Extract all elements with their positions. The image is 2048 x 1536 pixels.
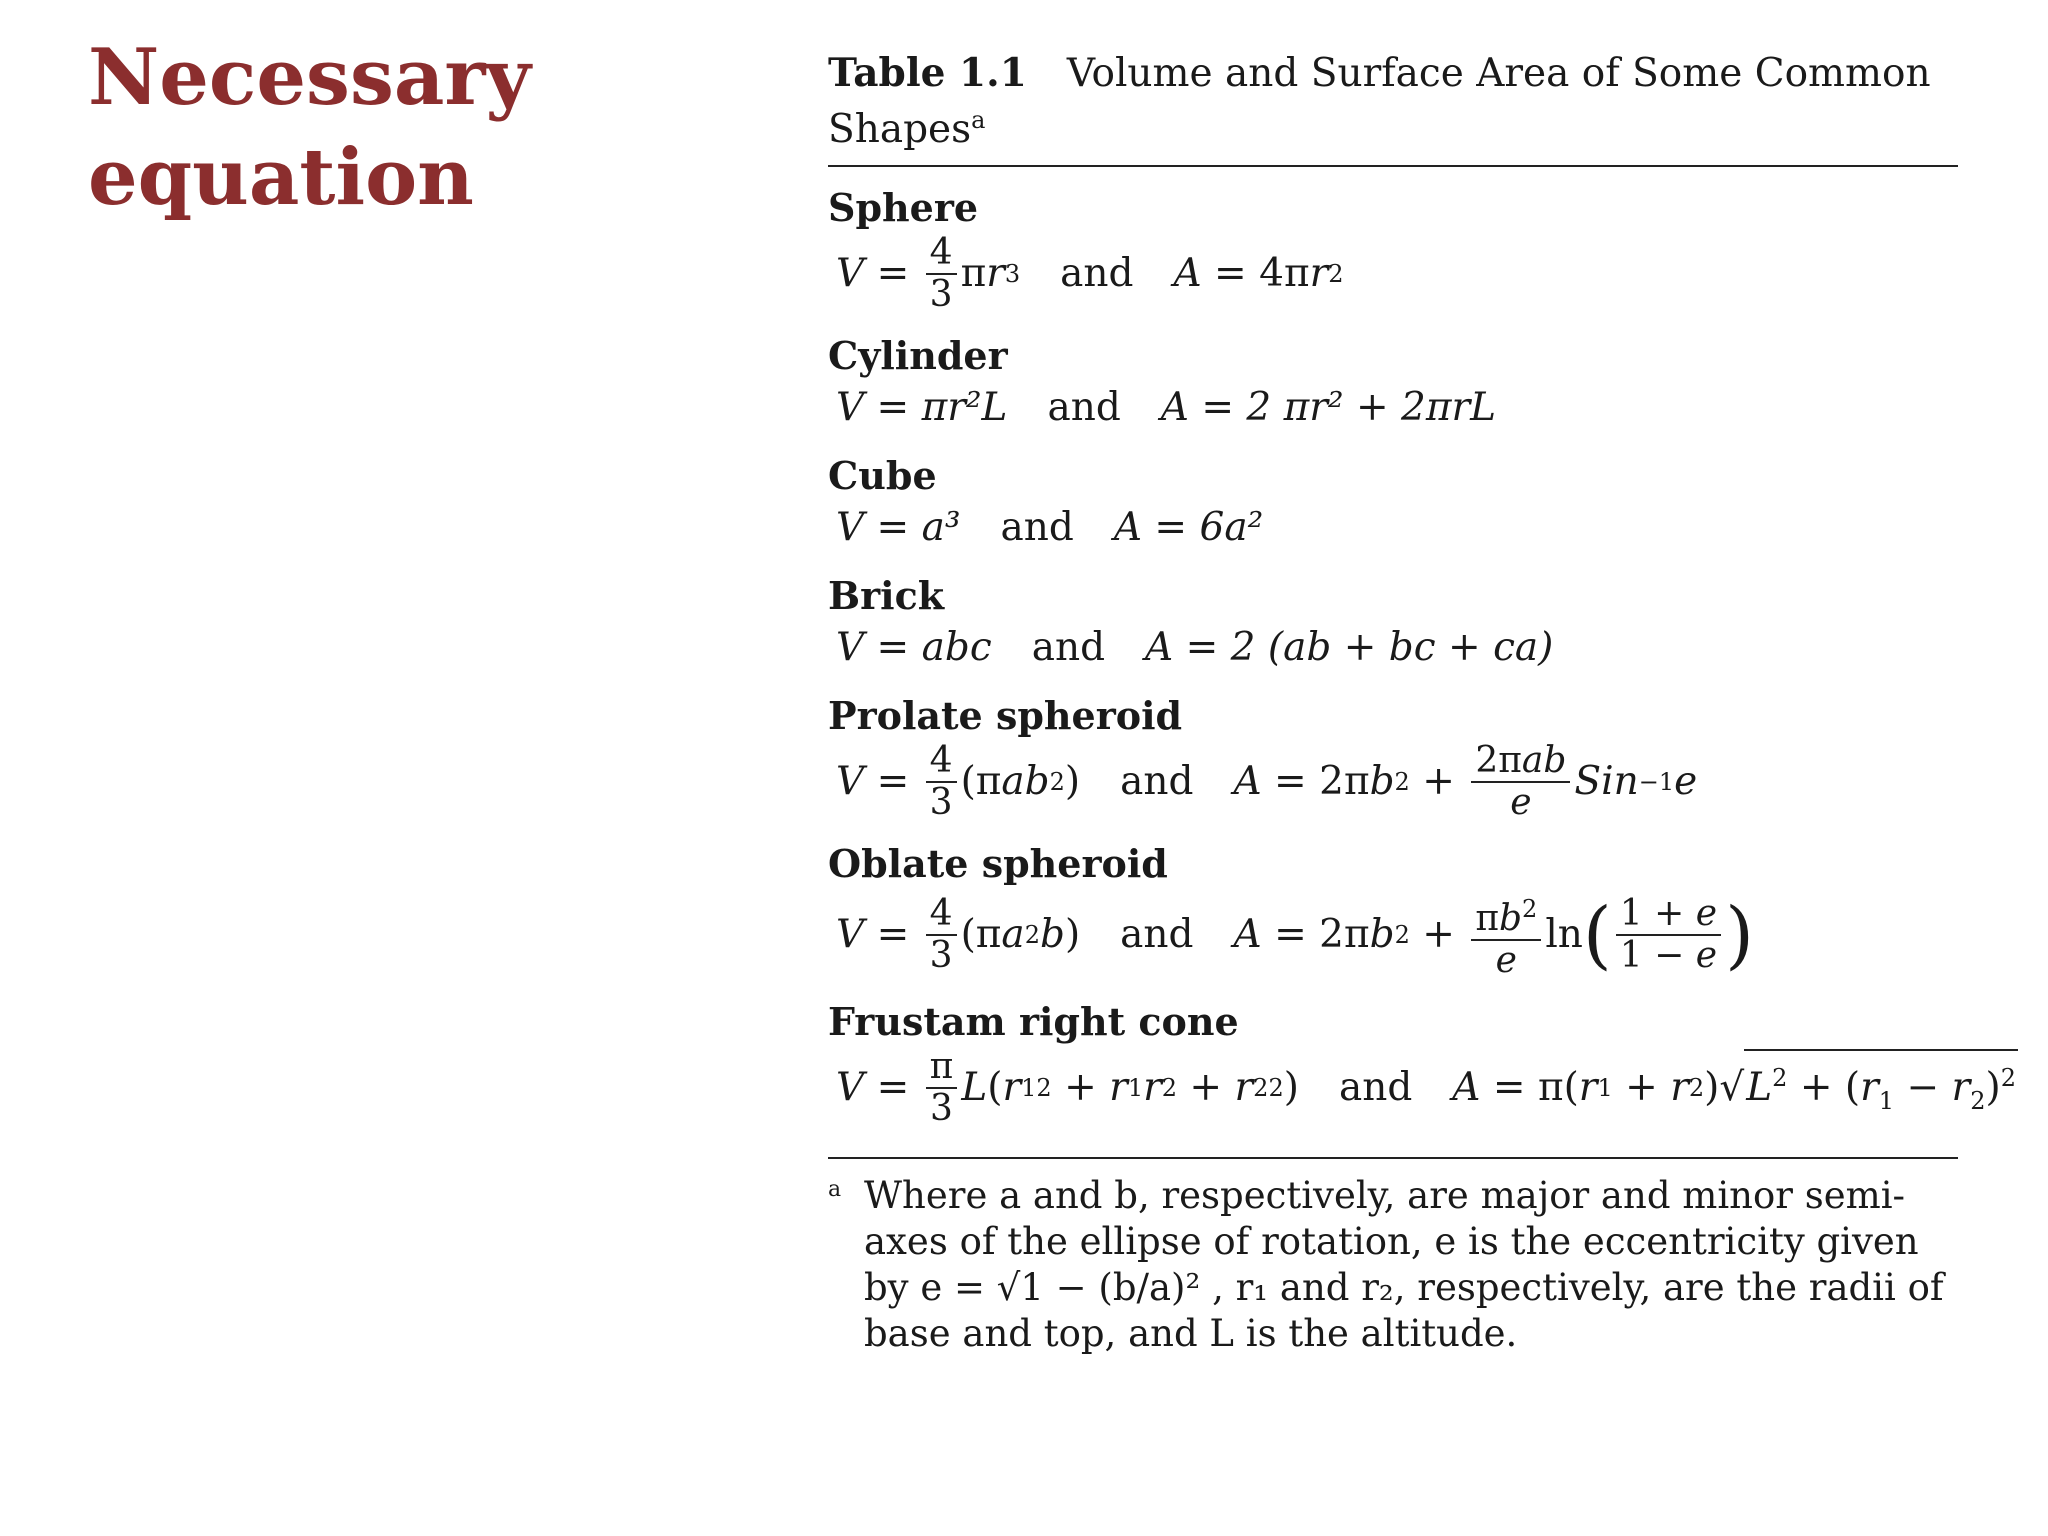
and-word: and — [1120, 912, 1194, 957]
cylinder-formula — [828, 381, 1958, 435]
prolate-formula: V = $\frac{4}{3}$ (π ab 2 ) and A = 2π b 2 + $\frac{\text{2πab}}{e}$ Sin −1 e — [836, 740, 1698, 823]
shape-brick — [828, 571, 1958, 675]
footnote-text: , r₁ and r₂, respectively, are the radii of — [1212, 1266, 1944, 1309]
oblate-formula: V = $\frac{4}{3}$ (π a 2 b ) and A = 2π b 2 + $\frac{\pi b^2}{e}$ ln ( $\frac{1 + e}{1 - e}$ ) — [828, 889, 1958, 981]
slide-title-line1: Necessary — [88, 32, 531, 123]
sphere-formula: V = $\frac{4}{3}$ π r 3 and A = 4π r 2 — [836, 232, 1344, 315]
table-top-rule — [828, 165, 1958, 167]
footnote-mark: a — [828, 1177, 842, 1202]
shape-prolate-spheroid — [828, 691, 1958, 823]
and-word: and — [1060, 251, 1134, 296]
fraction: $\frac{\text{2πab}}{e}$ — [1471, 741, 1570, 823]
cylinder-area: A = 2 πr² + 2πrL — [1160, 385, 1497, 430]
table-bottom-rule — [828, 1157, 1958, 1159]
and-word: and — [1120, 759, 1194, 804]
fraction: $\frac{\pi}{3}$ — [926, 1047, 958, 1129]
frustum-formula: V = $\frac{\pi}{3}$ L ( r 1 2 + r 1 r 2 + r 2 2 ) and A = π( r 1 + r 2 )√ $L^2 + (r_1 - r_2)^2$ — [836, 1046, 2016, 1129]
fraction: $\frac{4}{3}$ — [926, 233, 957, 315]
footnote-line: base and top, and L is the altitude. — [864, 1312, 1518, 1355]
shape-name: Frustam right cone — [828, 999, 1239, 1044]
shape-cube — [828, 451, 1958, 555]
shape-name: Cylinder — [828, 333, 1008, 378]
caption-footnote-mark: a — [971, 106, 986, 134]
brick-formula — [828, 621, 1958, 675]
fraction: $\frac{\pi b^2}{e}$ — [1471, 889, 1541, 981]
shape-name: Prolate spheroid — [828, 693, 1183, 738]
table-caption — [828, 50, 1958, 153]
shape-cylinder — [828, 331, 1958, 435]
and-word: and — [1031, 625, 1106, 670]
table-footnote — [828, 1173, 1958, 1357]
shape-name: Brick — [828, 573, 945, 618]
shape-frustum-cone — [828, 997, 2016, 1129]
slide-title — [88, 28, 531, 228]
footnote-line: Where a and b, respectively, are major and minor semi- — [864, 1174, 1906, 1217]
shape-sphere — [828, 183, 1958, 315]
footnote-line — [864, 1265, 1958, 1311]
eccentricity-formula: by e = √1 − (b/a)² — [864, 1266, 1201, 1309]
and-word: and — [1338, 1065, 1413, 1110]
table-number: Table 1.1 — [828, 50, 1027, 96]
fraction: $\frac{4}{3}$ — [926, 741, 957, 823]
fraction: $\frac{4}{3}$ — [926, 894, 957, 976]
fraction: $\frac{1 + e}{1 - e}$ — [1616, 894, 1721, 976]
table-caption-text: Volume and Surface Area of Some Common Shapes — [828, 51, 1931, 152]
shape-name: Cube — [828, 453, 937, 498]
shape-name: Sphere — [828, 185, 979, 230]
formula-table — [828, 50, 2016, 1357]
cylinder-volume: V = πr²L — [836, 385, 1008, 430]
cube-area: A = 6a² — [1113, 505, 1264, 550]
cube-formula — [828, 501, 1958, 555]
and-word: and — [1000, 505, 1074, 550]
cube-volume: V = a³ — [836, 505, 961, 550]
brick-area: A = 2 (ab + bc + ca) — [1145, 625, 1554, 670]
slide-title-line2: equation — [88, 132, 474, 223]
and-word: and — [1047, 385, 1121, 430]
shape-name: Oblate spheroid — [828, 841, 1168, 886]
brick-volume: V = abc — [836, 625, 992, 670]
shape-oblate-spheroid — [828, 839, 1958, 981]
footnote-line: axes of the ellipse of rotation, e is the eccentricity given — [864, 1220, 1919, 1263]
